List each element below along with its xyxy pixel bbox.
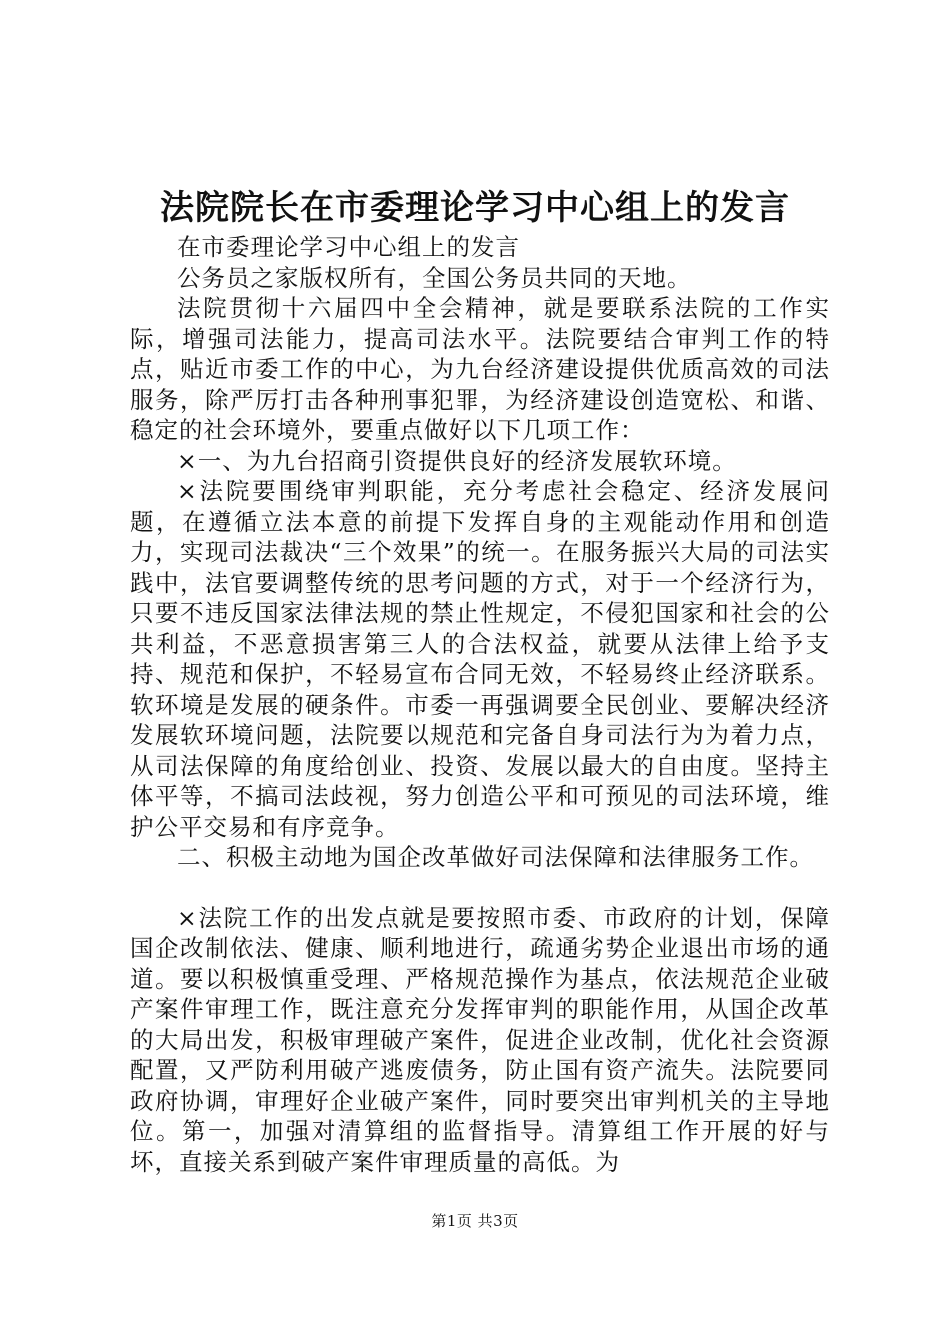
copyright-paragraph: 公务员之家版权所有，全国公务员共同的天地。 — [177, 263, 692, 292]
page-number-footer: 第1页 共3页 — [431, 1212, 519, 1230]
section-one-body: ×法院要围绕审判职能，充分考虑社会稳定、经济发展问题，在遵循立法本意的前提下发挥自身的主观能动作用和创造力，实现司法裁决“三个效果”的统一。在服务振兴大局的司法实践中，法官要调整传统的思考问题的方式，对于一个经济行为，只要不违反国家法律法规的禁止性规定，不侵犯国家和社会的公共利益，不恶意损害第三人的合法权益，就要从法律上给予支持、规范和保护，不轻易宣布合同无效，不轻易终止经济联系。软环境是发展的硬条件。市委一再强调要全民创业、要解决经济发展软环境问题，法院要以规范和完备自身司法行为为着力点，从司法保障的角度给创业、投资、发展以最大的自由度。坚持主体平等，不搞司法歧视，努力创造公平和可预见的司法环境，维护公平交易和有序竞争。 — [130, 477, 830, 841]
section-two-body: ×法院工作的出发点就是要按照市委、市政府的计划，保障国企改制依法、健康、顺利地进行，疏通劣势企业退出市场的通道。要以积极慎重受理、严格规范操作为基点，依法规范企业破产案件审理工作，既注意充分发挥审判的职能作用，从国企改革的大局出发，积极审理破产案件，促进企业改制，优化社会资源配置，又严防利用破产逃废债务，防止国有资产流失。法院要同政府协调，审理好企业破产案件，同时要突出审判机关的主导地位。第一，加强对清算组的监督指导。清算组工作开展的好与坏，直接关系到破产案件审理质量的高低。为 — [130, 903, 830, 1176]
section-one-heading: ×一、为九台招商引资提供良好的经济发展软环境。 — [177, 446, 737, 475]
subtitle-paragraph: 在市委理论学习中心组上的发言 — [177, 233, 520, 261]
document-title: 法院院长在市委理论学习中心组上的发言 — [160, 188, 790, 228]
document-body — [130, 232, 830, 1177]
intro-paragraph: 法院贯彻十六届四中全会精神，就是要联系法院的工作实际，增强司法能力，提高司法水平。法院要结合审判工作的特点，贴近市委工作的中心，为九台经济建设提供优质高效的司法服务，除严厉打击各种刑事犯罪，为经济建设创造宽松、和谐、稳定的社会环境外，要重点做好以下几项工作： — [130, 294, 830, 444]
paragraph-gap — [130, 873, 830, 903]
section-two-heading: 二、积极主动地为国企改革做好司法保障和法律服务工作。 — [177, 843, 814, 871]
